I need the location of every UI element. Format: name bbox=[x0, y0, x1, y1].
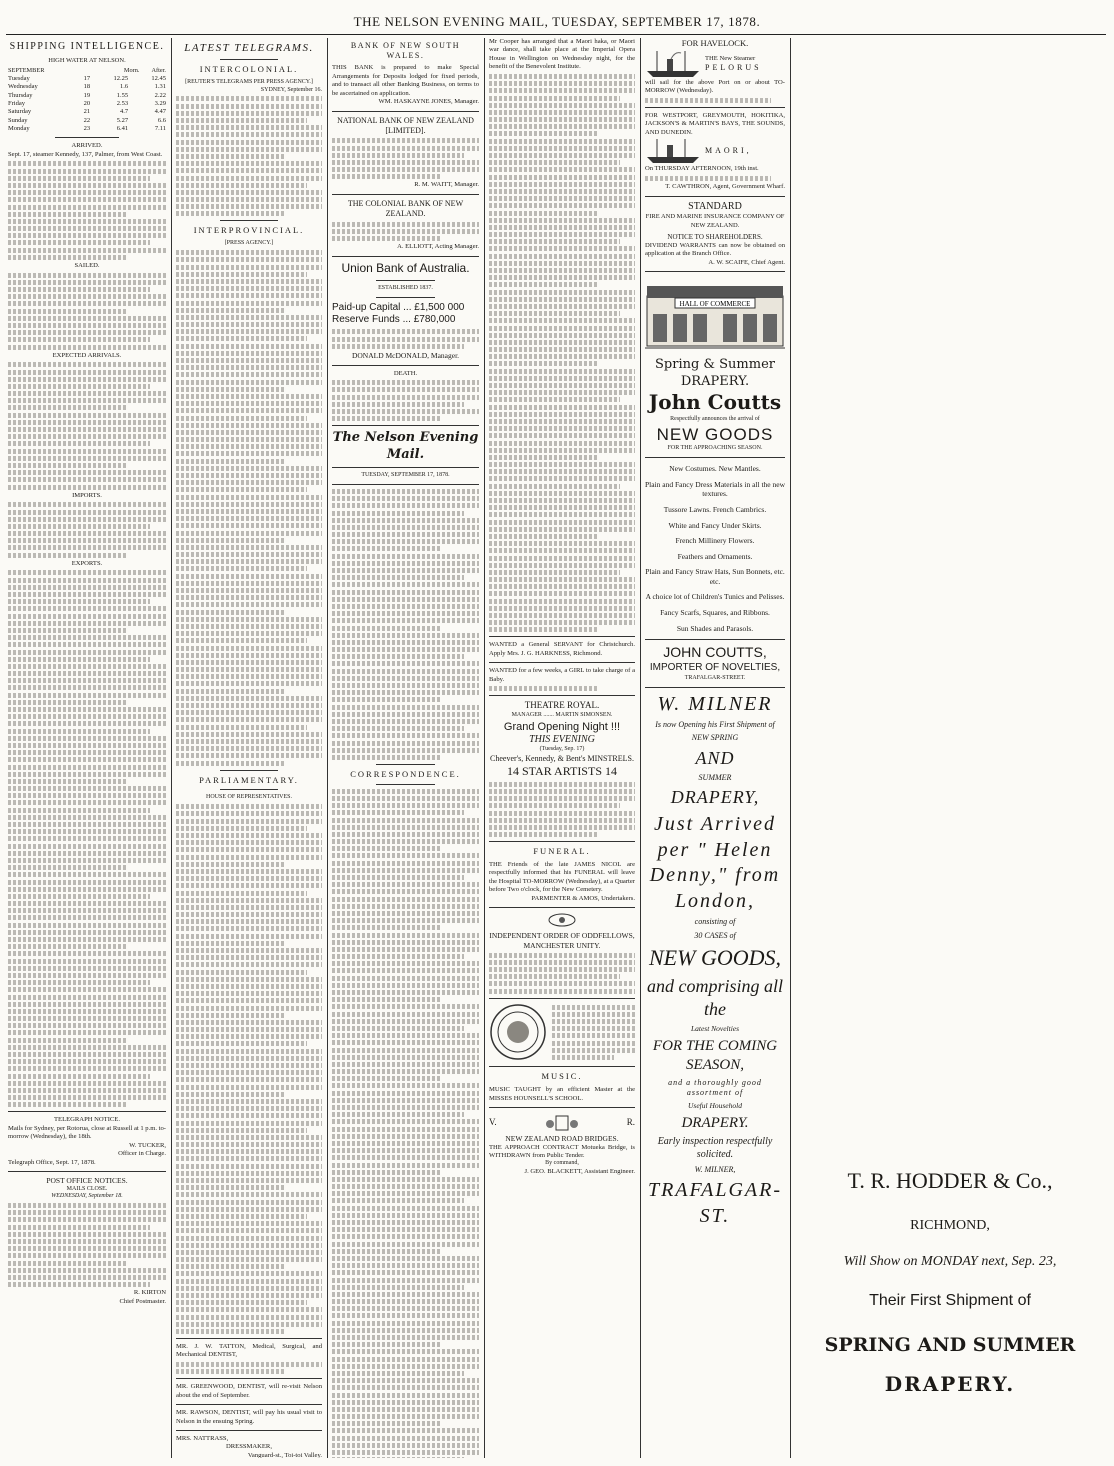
intercolonial-heading: INTERCOLONIAL. bbox=[199, 64, 299, 75]
tide-row: Sunday 22 5.27 6.6 bbox=[8, 116, 166, 124]
pelorus-ad: THE New Steamer PELORUS bbox=[645, 49, 785, 79]
tide-row: Wednesday 18 1.6 1.31 bbox=[8, 83, 166, 91]
ad-rawson: MR. RAWSON, DENTIST, will pay his usual visit to Nelson in the ensuing Spring. bbox=[176, 1409, 322, 1425]
tide-row: Monday 23 6.41 7.11 bbox=[8, 125, 166, 133]
road-bridges-title: NEW ZEALAND ROAD BRIDGES. bbox=[505, 1133, 619, 1143]
column-divider bbox=[640, 38, 641, 1458]
milner-line: Is now Opening his First Shipment of bbox=[655, 720, 775, 730]
theatre-title: THEATRE ROYAL. bbox=[524, 700, 600, 711]
telegrams-title: LATEST TELEGRAMS. bbox=[184, 42, 314, 54]
spring-drapery-title: Spring & Summer DRAPERY. bbox=[655, 357, 775, 389]
coutts-item: A choice lot of Children's Tunics and Pelisses. bbox=[645, 592, 785, 602]
milner-line: TRAFALGAR-ST. bbox=[647, 1179, 783, 1227]
telegraph-text: Mails for Sydney, per Rotorua, close at Russell at 1 p.m. to-morrow (Wednesday), the 18th. bbox=[8, 1124, 166, 1141]
john-coutts-name: John Coutts bbox=[648, 390, 782, 415]
hodder-spring: SPRING AND SUMMER bbox=[824, 1334, 1076, 1356]
arrived-heading: ARRIVED. bbox=[71, 142, 103, 150]
column-divider bbox=[790, 38, 791, 1458]
coutts-item: Fancy Scarfs, Squares, and Ribbons. bbox=[660, 608, 770, 618]
steamer-icon bbox=[645, 137, 701, 165]
hodder-advertisement: T. R. HODDER & Co., RICHMOND, Will Show on MONDAY next, Sep. 23, Their First Shipment of SPRING AND SUMMER DRAPERY. bbox=[800, 1168, 1100, 1396]
interprovincial-heading: INTERPROVINCIAL. bbox=[193, 225, 305, 236]
milner-line: 30 CASES of bbox=[694, 930, 736, 940]
column-notices: Mr Cooper has arranged that a Maori haka, or Maori war dance, shall take place at the Imperial Opera House in Wellington on Wednesday night, for the benefit of the Benevolent Institute. WANTED a General SERVANT for Christchurch. Apply Mrs. J. G. HARKNESS, Richmond. WANTED for a few weeks, a GIRL to take charge of a Baby. THEATRE ROYAL. MANAGER ....... MARTIN SIMONSEN. Grand Opening Night !!! THIS EVENING (Tuesday, Sep. 17) Cheever's, Kennedy, & Bent's MINSTRELS. 14 STAR ARTISTS 14 FUNERAL. THE Friends of the late JAMES NICOL are respectfully informed that his FUNERAL will leave the Hospital TO-MORROW (Wednesday), at a Quarter before Two o'clock, for the New Cemetery. PARMENTER & AMOS, Undertakers. INDEPENDENT ORDER OF ODDFELLOWS, MANCHESTER UNITY. MUSIC. MUSIC TAUGHT by an efficient Master at the MISSES HOUNSELL'S SCHOOL. V. R. NEW ZEALAND ROAD BRIDGES. THE APPROACH CONTRACT Motueka Bridge, is WITHDRAWN from Public Tender. By command, J. GEO. BLACKETT, Assistant Engineer. bbox=[489, 38, 635, 1176]
coutts-item: Sun Shades and Parasols. bbox=[676, 623, 754, 633]
hodder-place: RICHMOND, bbox=[910, 1218, 990, 1233]
tide-table bbox=[8, 75, 166, 133]
column-advertisements: FOR HAVELOCK. THE New Steamer PELORUS will sail for the above Port on or about TO-MORROW (Wednesday). FOR WESTPORT, GREYMOUTH, HOKITIKA, JACKSON'S & MARTIN'S BAYS, THE SOUNDS, AND DUNEDIN. MAORI, On THURSDAY AFTERNOON, 19th inst. T. CAWTHRON, Agent, Government Wharf. STANDARD FIRE AND MARINE INSURANCE COMPANY OF NEW ZEALAND. NOTICE TO SHAREHOLDERS. DIVIDEND WARRANTS can now be obtained on application at the Branch Office. A. W. SCAIFE, Chief Agent. HALL OF COMMERCE Spring & Summer DRAPERY. John Coutts Respectfully announces the arrival of NEW GOODS FOR THE APPROACHING SEASON. New Costumes. New Mantles. Plain and Fancy Dress Materials in all the new textures. Tussore Lawns. French Cambrics. White and Fancy Under Skirts. French Millinery Flowers. Feathers and Ornaments. Plain and Fancy Straw Hats, Sun Bonnets, etc. etc. A choice lot of Children's Tunics and Pelisses. Fancy Scarfs, Squares, and Ribbons. Sun Shades and Parasols. JOHN COUTTS, IMPORTER OF NOVELTIES, TRAFALGAR-STREET. W. MILNER Is now Opening his First Shipment of NEW SPRING AND SUMMER DRAPERY, Just Arrived per " Helen Denny," from London, consisting of 30 CASES of NEW GOODS, and comprising all the Latest Novelties FOR THE COMING SEASON, and a thoroughly good assortment of Useful Household DRAPERY. Early inspection respectfully solicited. W. MILNER, TRAFALGAR-ST. bbox=[645, 38, 785, 1458]
post-office-heading: POST OFFICE NOTICES. bbox=[46, 1175, 128, 1185]
new-goods: NEW GOODS bbox=[656, 424, 774, 444]
milner-line: Latest Novelties bbox=[690, 1024, 740, 1034]
coutts-item: Plain and Fancy Dress Materials in all the new textures. bbox=[645, 479, 785, 499]
wanted-girl: WANTED for a few weeks, a GIRL to take charge of a Baby. bbox=[489, 667, 635, 683]
music-heading: MUSIC. bbox=[541, 1071, 583, 1082]
exports-heading: EXPORTS. bbox=[71, 559, 103, 567]
milner-line: AND bbox=[695, 747, 735, 768]
milner-line: SUMMER bbox=[698, 772, 732, 782]
milner-line: Useful Household bbox=[688, 1101, 742, 1111]
milner-line: NEW GOODS, bbox=[649, 944, 781, 970]
arrived-first: Sept. 17, steamer Kennedy, 137, Palmer, from West Coast. bbox=[8, 150, 163, 158]
union-paid-capital: Paid-up Capital ... £1,500 000 bbox=[332, 301, 465, 313]
column-shipping: SHIPPING INTELLIGENCE. HIGH WATER AT NELSON. SEPTEMBER Morn. After. Tuesday 17 12.25 12.45 Wednesday 18 1.6 1.31 Thursday 19 1.55 2.22 Friday 20 2.53 3.29 Saturday 21 4.7 4.47 Sunday 22 5.27 6.6 Monday 23 6.41 7.11 ARRIVED. Sept. 17, steamer Kennedy, 137, Palmer, from West Coast. SAILED. EXPECTED ARRIVALS. IMPORTS. EXPORTS. TELEGRAPH NOTICE. Mails for Sydney, per Rotorua, close at Russell at 1 p.m. to-morrow (Wednesday), the 18th. W. TUCKER, Officer in Charge. Telegraph Office, Sept. 17, 1878. POST OFFICE NOTICES. MAILS CLOSE. WEDNESDAY, September 18. R. KIRTON Chief Postmaster. bbox=[8, 41, 166, 1305]
music-text: MUSIC TAUGHT by an efficient Master at the MISSES HOUNSELL'S SCHOOL. bbox=[489, 1086, 635, 1102]
coutts-item: French Millinery Flowers. bbox=[675, 536, 755, 546]
road-bridges-text: THE APPROACH CONTRACT Motueka Bridge, is WITHDRAWN from Public Tender. bbox=[489, 1143, 635, 1159]
expected-heading: EXPECTED ARRIVALS. bbox=[52, 351, 122, 359]
funeral-heading: FUNERAL. bbox=[533, 846, 591, 857]
grand-opening: Grand Opening Night !!! bbox=[503, 720, 621, 733]
telegraph-heading: TELEGRAPH NOTICE. bbox=[54, 1116, 120, 1124]
ad-greenwood: MR. GREENWOOD, DENTIST, will re-visit Nelson about the end of September. bbox=[176, 1383, 322, 1399]
oddfellows-emblem-icon bbox=[547, 912, 577, 928]
coutts-item: Plain and Fancy Straw Hats, Sun Bonnets, etc. etc. bbox=[645, 567, 785, 586]
milner-line: DRAPERY, bbox=[670, 786, 760, 807]
column-divider bbox=[171, 38, 172, 1458]
bank-nsw-text: THIS BANK is prepared to make Special Arrangements for Deposits lodged for fixed periods, and to transact all other Banking Business, on terms to be ascertained on application. bbox=[332, 64, 479, 97]
tide-row: Friday 20 2.53 3.29 bbox=[8, 100, 166, 108]
milner-line: W. MILNER bbox=[657, 692, 773, 715]
union-reserve: Reserve Funds ... £780,000 bbox=[332, 314, 456, 326]
royal-arms: V. R. bbox=[489, 1112, 635, 1134]
coutts-item: Feathers and Ornaments. bbox=[677, 551, 753, 561]
tide-header: SEPTEMBER Morn. After. bbox=[8, 67, 166, 75]
hodder-name: T. R. HODDER & Co., bbox=[847, 1168, 1053, 1193]
parliamentary-heading: PARLIAMENTARY. bbox=[199, 774, 299, 785]
oddfellows-title: INDEPENDENT ORDER OF ODDFELLOWS, MANCHESTER UNITY. bbox=[489, 931, 635, 950]
marine-lodge-notice bbox=[489, 1003, 635, 1063]
steamer-icon bbox=[645, 49, 701, 79]
hall-sign: HALL OF COMMERCE bbox=[679, 300, 751, 309]
bank-nsw-title: BANK OF NEW SOUTH WALES. bbox=[350, 41, 461, 61]
royal-arms-icon bbox=[542, 1112, 582, 1134]
milner-line: and comprising all the bbox=[646, 975, 783, 1020]
haka-paragraph: Mr Cooper has arranged that a Maori haka, or Maori war dance, shall take place at the Imperial Opera House in Wellington on Wednesday night, for the benefit of the Benevolent Institute. bbox=[489, 38, 635, 71]
death-heading: DEATH. bbox=[393, 369, 418, 377]
sailed-heading: SAILED. bbox=[74, 262, 100, 270]
milner-line: Early inspection respectfully solicited. bbox=[657, 1136, 773, 1161]
ad-nattrass: MRS. NATTRASS, bbox=[176, 1434, 229, 1442]
tide-row: Tuesday 17 12.25 12.45 bbox=[8, 75, 166, 83]
milner-line: W. MILNER, bbox=[694, 1164, 736, 1174]
coutts-name-footer: JOHN COUTTS, bbox=[663, 644, 767, 661]
lodge-seal-icon bbox=[489, 1003, 547, 1061]
milner-line: consisting of bbox=[694, 917, 736, 927]
star-artists: 14 STAR ARTISTS 14 bbox=[506, 764, 617, 779]
masthead: THE NELSON EVENING MAIL, TUESDAY, SEPTEMBER 17, 1878. bbox=[353, 14, 761, 29]
tide-row: Thursday 19 1.55 2.22 bbox=[8, 91, 166, 99]
column-divider bbox=[327, 38, 328, 1458]
maori-ad: MAORI, bbox=[645, 137, 785, 165]
milner-line: and a thoroughly good assortment of bbox=[668, 1078, 762, 1098]
ad-tatton: MR. J. W. TATTON, Medical, Surgical, and Mechanical DENTIST, bbox=[176, 1342, 322, 1359]
column-divider bbox=[484, 38, 485, 1458]
milner-line: FOR THE COMING SEASON, bbox=[652, 1037, 778, 1073]
havelock-title: FOR HAVELOCK. bbox=[681, 38, 749, 48]
funeral-text: THE Friends of the late JAMES NICOL are respectfully informed that his FUNERAL will leave the Hospital TO-MORROW (Wednesday), at a Quarter before Two o'clock, for the New Cemetery. bbox=[489, 861, 635, 894]
coutts-item: Tussore Lawns. French Cambrics. bbox=[663, 504, 767, 514]
coutts-item: New Costumes. New Mantles. bbox=[669, 464, 761, 474]
coutts-item: White and Fancy Under Skirts. bbox=[668, 520, 762, 530]
evening-mail-title: The Nelson Evening Mail. bbox=[332, 430, 479, 462]
hall-of-commerce-illustration bbox=[645, 276, 785, 354]
imports-heading: IMPORTS. bbox=[72, 491, 102, 499]
national-bank-title: NATIONAL BANK OF NEW ZEALAND [LIMITED]. bbox=[337, 115, 474, 135]
colonial-bank-title: THE COLONIAL BANK OF NEW ZEALAND. bbox=[347, 198, 464, 219]
milner-advertisement bbox=[645, 692, 785, 1230]
milner-line: DRAPERY. bbox=[681, 1115, 749, 1132]
milner-line: NEW SPRING bbox=[691, 733, 739, 743]
wanted-servant: WANTED a General SERVANT for Christchurch. Apply Mrs. J. G. HARKNESS, Richmond. bbox=[489, 641, 635, 657]
westport-title: FOR WESTPORT, GREYMOUTH, HOKITIKA, JACKSON'S & MARTIN'S BAYS, THE SOUNDS, AND DUNEDIN. bbox=[645, 111, 785, 136]
column-banks: BANK OF NEW SOUTH WALES. THIS BANK is prepared to make Special Arrangements for Deposits lodged for fixed periods, and to transact all other Banking Business, on terms to be ascertained on application. WM. HASKAYNE JONES, Manager. NATIONAL BANK OF NEW ZEALAND [LIMITED]. R. M. WAITT, Manager. THE COLONIAL BANK OF NEW ZEALAND. A. ELLIOTT, Acting Manager. Union Bank of Australia. ESTABLISHED 1837. Paid-up Capital ... £1,500 000 Reserve Funds ... £780,000 DONALD McDONALD, Manager. DEATH. The Nelson Evening Mail. TUESDAY, SEPTEMBER 17, 1878. CORRESPONDENCE. bbox=[332, 38, 479, 1458]
hodder-drapery: DRAPERY. bbox=[884, 1372, 1016, 1396]
coutts-items-list bbox=[645, 464, 785, 633]
tide-title: HIGH WATER AT NELSON. bbox=[48, 56, 126, 64]
shipping-title: SHIPPING INTELLIGENCE. bbox=[9, 41, 165, 52]
standard-title: STANDARD bbox=[688, 200, 742, 212]
masthead-rule bbox=[6, 34, 1106, 35]
tide-row: Saturday 21 4.7 4.47 bbox=[8, 108, 166, 116]
column-telegrams: LATEST TELEGRAMS. INTERCOLONIAL. [REUTER'S TELEGRAMS PER PRESS AGENCY.] SYDNEY, September 16. INTERPROVINCIAL. [PRESS AGENCY.] PARLIAMENTARY. HOUSE OF REPRESENTATIVES. MR. J. W. TATTON, Medical, Surgical, and Mechanical DENTIST, MR. GREENWOOD, DENTIST, will re-visit Nelson about the end of September. MR. RAWSON, DENTIST, will pay his usual visit to Nelson in the ensuing Spring. MRS. NATTRASS, DRESSMAKER, Vanguard-st., Toi-toi Valley. bbox=[176, 42, 322, 1458]
milner-line: Just Arrived per " Helen Denny," from London, bbox=[649, 812, 781, 912]
correspondence-heading: CORRESPONDENCE. bbox=[350, 768, 461, 779]
union-bank-title: Union Bank of Australia. bbox=[341, 260, 470, 275]
